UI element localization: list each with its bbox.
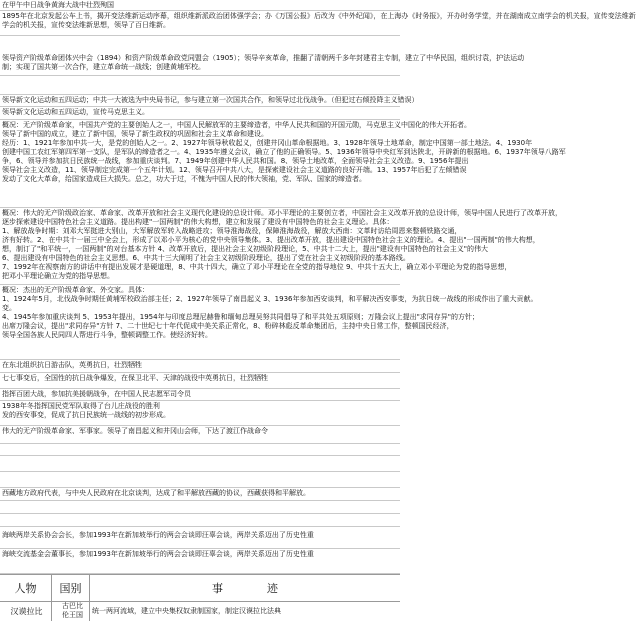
- cell-country: [52, 602, 90, 621]
- sheet-row: [0, 444, 400, 456]
- cell-text-line: 领导社会主义改造，11、领导制定完成第一个五年计划。12、领导召开中共八大，是探索建设社会主义道路的良好开端。13、1957年后犯了左倾错误: [2, 166, 467, 174]
- cell-text-line: 制；实现了国共第一次合作，建立革命统一战线；创建黄埔军校。: [2, 63, 205, 71]
- cell-text-line: 1895年在北京发起公车上书，揭开变法维新运动序幕，组织维新派政治团体强学会；办《万国公报》后改为《中外纪闻》，在上海办《时务报》，开办时务学堂，并在湖南成立南学会的机关报，宣传变法维新: [2, 12, 636, 20]
- header-person: 人物: [0, 575, 52, 602]
- cell-text-line: 济有好转。2、在中共十一届三中全会上，形成了以邓小平为核心的党中央领导集体。3、提出改革开放，提出建设中国特色社会主义的理论。4、提出"一国两制"的伟大构想，: [2, 236, 540, 244]
- cell-text-line: 七七事变后，全国性的抗日战争爆发，在保卫北平、天津的战役中英勇抗日，壮烈牺牲: [2, 374, 268, 382]
- cell-text-line: 概况：伟大的无产阶级政治家、革命家、改革开放和社会主义现代化建设的总设计师。邓小平理论的主要创立者，中国社会主义改革开放的总设计师，领导中国人民进行了改革开放，: [2, 209, 562, 217]
- cell-text-line: 领导新文化运动和五四运动，宣传马克思主义。: [2, 108, 149, 116]
- cell-text-line: 海峡交流基金会董事长，参加1993年在新加坡举行的两会会谈即汪辜会谈，两岸关系迈出了历史性重: [2, 550, 314, 558]
- cell-country-line1: 古巴比: [62, 602, 83, 610]
- cell-text-line: 逐步探索建设中国特色社会主义道路。提出构建"一国两制"的伟大构想，建立和发展了建设有中国特色的社会主义理论。具体：: [2, 218, 394, 226]
- cell-text-line: 经历：1、1921年参加中共一大，是党的创始人之一。2、1927年领导秋收起义，创建井冈山革命根据地。3、1928年领导土地革命，制定中国第一部土地法。4、1930年: [2, 139, 533, 147]
- cell-text-line: 发动了文化大革命，给国家造成巨大损失。总之，功大于过，不愧为中国人民的伟大领袖，党、军队、国家的缔造者。: [2, 175, 366, 183]
- cell-person: 汉谟拉比: [0, 602, 52, 621]
- cell-text-line: 4、1945年参加重庆谈判 5、1953年提出，1954年与印度总理尼赫鲁和缅甸总理吴努共同倡导了和平共处五项原则；万隆会议上提出"求同存异"的方针；: [2, 313, 480, 321]
- sheet-row: [0, 11, 636, 36]
- cell-text-line: 领导全国各族人民同四人帮进行斗争，整顿调整工作。使经济好转。: [2, 331, 212, 339]
- cell-text-line: 想，制订了"和平统一，一国两制"的对台基本方针 4、改革开放后，提出社会主义初级阶段理论，5、中共十二大上，提出"建设有中国特色的社会主义"的伟大: [2, 245, 489, 253]
- sheet-row: [0, 549, 400, 574]
- cell-text-line: 海峡两岸关系协会会长，参加1993年在新加坡举行的两会会谈即汪辜会谈，两岸关系迈出了历史性重: [2, 531, 314, 539]
- cell-text-line: 7、1992年在视察南方的讲话中有提出发展才是硬道理，8、中共十四大，确立了邓小平理论在全党的指导地位 9、中共十五大上，确立邓小平理论为党的指导思想，: [2, 263, 512, 271]
- sheet-row: [0, 0, 400, 11]
- cell-text-line: 在甲午中日战争黄海大战中壮烈殉国: [2, 1, 114, 9]
- cell-text-line: 发的西安事变，促成了抗日民族统一战线的初步形成。: [2, 411, 170, 419]
- sheet-row: [0, 426, 400, 444]
- cell-text-line: 1938年冬指挥国民党军队取得了台儿庄战役的胜利: [2, 402, 160, 410]
- sheet-row-empty: [0, 514, 400, 527]
- sheet-row-empty: [0, 501, 400, 514]
- header-country: 国别: [52, 575, 90, 602]
- cell-deed: 统一两河流域，建立中央集权奴隶制国家，制定汉谟拉比法典: [92, 607, 281, 615]
- sheet-row: [0, 208, 562, 285]
- cell-text-line: 出席万隆会议，提出"求同存异"方针 7、二十世纪七十年代促成中美关系正常化，8、粉碎林彪反革命集团后，主持中央日常工作，整顿国民经济，: [2, 322, 454, 330]
- cell-text-line: 在东北组织抗日游击队，英勇抗日，壮烈牺牲: [2, 361, 142, 369]
- sheet-row: [0, 530, 400, 549]
- sheet-row: [0, 401, 400, 426]
- sheet-row: [0, 488, 400, 501]
- cell-text-line: 创建中国工农红军第四军第一支队，是军队的缔造者之一。4、1935年遵义会议，确立了他的正确领导。5、1936年领导中央红军到达陕北，开辟新的根据地。6、1937年领导八路军: [2, 148, 566, 156]
- cell-text-line: 学会的机关报，宣传变法维新思想，领导了百日维新。: [2, 21, 170, 29]
- cell-text-line: 西藏地方政府代表，与中央人民政府在北京谈判，达成了和平解放西藏的协议，西藏获得和平解放。: [2, 489, 310, 497]
- sheet-row: [0, 456, 400, 472]
- sheet-row: [0, 120, 566, 208]
- sheet-row: [0, 373, 400, 389]
- sheet-row: [0, 360, 400, 373]
- cell-text-line: 6、提出建设有中国特色的社会主义思想。6、中共十三大阐明了社会主义初级阶段理论，提出了党在社会主义初级阶段的基本路线。: [2, 254, 410, 262]
- sheet-row: [0, 107, 400, 120]
- cell-text-line: 1、1924年5月，北伐战争时期任黄埔军校政治部主任；2、1927年领导了南昌起义 3、1936年参加西安谈判，和平解决西安事变，为抗日统一战线的形成作出了重大贡献。: [2, 295, 538, 303]
- table-row: [0, 602, 400, 621]
- cell-country-line2: 伦王国: [62, 611, 83, 619]
- sheet-row: [0, 472, 400, 488]
- header-deeds: 事 迹: [212, 582, 278, 595]
- cell-text-line: 领导资产阶级革命团体兴中会（1894）和资产阶级革命政党同盟会（1905）；领导辛亥革命，推翻了清朝两千多年封建君主专制，建立了中华民国，组织讨袁，护法运动: [2, 54, 525, 62]
- cell-text-line: 把邓小平理论确立为党的指导思想。: [2, 272, 114, 280]
- cell-text-line: 领导新文化运动和五四运动；中共一大被选为中央局书记，参与建立第一次国共合作，和领导过北伐战争。（但犯过右倾投降主义错误）: [2, 96, 419, 104]
- cell-text-line: 1、解放战争时期：刘邓大军挺进大别山，大军解放军转入战略进攻；领导淮海战役，保障淮海战役，解放大西南：文革时访给周恩来整顿铁路交通，: [2, 227, 462, 235]
- cell-text-line: 指挥百团大战，参加抗美援朝战争，在中国人民志愿军司令员: [2, 390, 191, 398]
- cell-text-line: 伟大的无产阶级革命家、军事家。领导了南昌起义和井冈山会师，下达了渡江作战命令: [2, 427, 268, 435]
- cell-text-line: 变。: [2, 304, 16, 312]
- sheet-row: [0, 53, 525, 76]
- sheet-row: [0, 389, 400, 401]
- cell-text-line: 概况：无产阶级革命家，中国共产党的主要创始人之一，中国人民解放军的主要缔造者，中华人民共和国的开国元勋，马克思主义中国化的伟大开拓者。: [2, 121, 471, 129]
- sheet-row: [0, 95, 419, 107]
- cell-text-line: 争，6、领导并参加抗日民族统一战线，参加重庆谈判。7、1949年创建中华人民共和国。8、领导土地改革，全面领导社会主义改造。9、1956年提出: [2, 157, 469, 165]
- sheet-row: [0, 285, 538, 360]
- table-header-row: [0, 574, 400, 602]
- cell-text-line: 领导了新中国的成立，建立了新中国，领导了新生政权的巩固和社会主义革命和建设。: [2, 130, 268, 138]
- cell-text-line: 概况：杰出的无产阶级革命家、外交家。具体：: [2, 286, 149, 294]
- sheet-row: [0, 76, 400, 95]
